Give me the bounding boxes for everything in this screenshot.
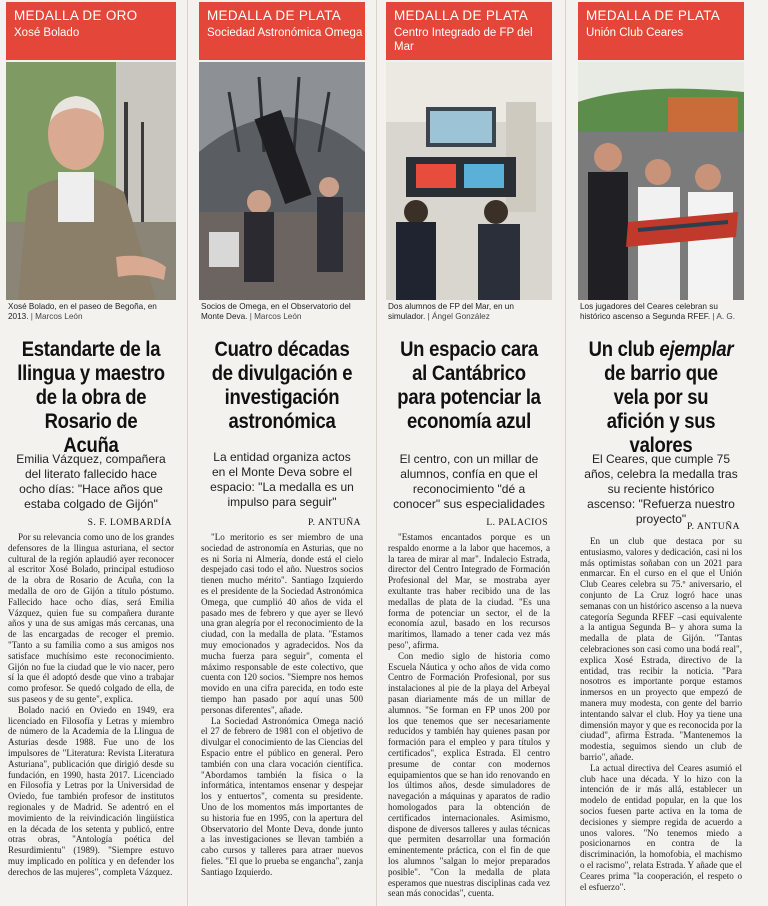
medal-category: MEDALLA DE PLATA [394,8,529,23]
article-body [201,532,363,904]
paragraph: Con medio siglo de historia como Escuela Náutica y ocho años de vida como Centro de Formación Profesional, por sus instalaciones al pie de la playa del Arbeyal pasan diariamente más de un millar de alumnos. "Se forman en FP unos 200 por los que tenemos que ser necesariamente reducidos y también hay quienes pasan por formación para el empleo y para títulos y certificados", explica Estrada. El centro presume de contar con modernos equipamientos que se han ido renovando en los últimos años, desde simuladores de navegación a máquinas y aparatos de radio homologados para la obtención de certificados internacionales. Asimismo, dispone de diversos talleres y aulas técnicas que permiten desarrollar una formación eminentemente práctica, con el fin de que los alumnos "salgan lo mejor preparados posible". "Con la medalla de plata esperamos que nuestras disciplinas cada vez sean más conocidas", cuenta. [388,650,550,899]
byline: L. PALACIOS [486,518,548,528]
column-divider [376,0,377,906]
medal-category: MEDALLA DE ORO [14,8,138,23]
paragraph: "Lo meritorio es ser miembro de una sociedad de astronomía en Asturias, que no es ni Soria ni Almería, donde está el cielo despejado casi todo el año. Nuestros socios tienen mucho mérito". Santiago Izquierdo es el presidente de la Sociedad Astronómica Omega, que cumplió 40 años de vida el pasado mes de febrero y que ayer se llevó una gran alegría por el reconocimiento de la ciudad, con la medalla de plata. "Estamos muy emocionados y agradecidos. Nos da mucha fuerza para seguir", comenta el máximo responsable de este colectivo, que cuenta con 120 socios. "Siempre nos hemos movido en una cifra parecida, en todo este tiempo han pasado por aquí unas 500 personas diferentes", añade. [201,532,363,715]
photo-credit: | A. G. [712,312,736,321]
medal-category: MEDALLA DE PLATA [586,8,721,23]
headline-emphasis: ejemplar [659,338,734,361]
column-divider [565,0,566,906]
headline: Estandarte de la llingua y maestro de la obra de Rosario de Acuña [17,338,165,457]
paragraph: Por su relevancia como uno de los grandes defensores de la llingua asturiana, el sector cultural de la región aplaudió ayer reconocer al escritor Xosé Bolado, principal estudioso de la obra de Rosario de Acuña, con la medalla de oro de Gijón a título póstumo. Fallecido hace ocho días, será Emilia Vázquez, quien fue su compañera durante años y una de sus amigas más cercanas, una de las encargadas de recoger el premio. "Tanto a su familia como a sus amigos nos satisface muchísimo este reconocimiento. Gijón no fue la ciudad que le vio nacer, pero sí la que él adoptó desde que vino a trabajar como profesor. Se quedó colgado de ella, de sus paseos y de su gente", explica. [8,532,174,704]
photo-credit: | Marcos León [30,312,83,321]
medal-banner [578,2,744,60]
paragraph: La actual directiva del Ceares asumió el club hace una década. Y lo hizo con la intención de ir más allá, establecer un modelo de entidad popular, en la que los socios fuesen parte activa en la toma de decisiones y siempre regida de acuerdo a unos valores. "No tenemos miedo a posicionarnos en contra de la discriminación, la homofobia, el machismo o el racismo", relata Estrada. Y añade que el Ceares prima "la cooperación, el respeto o el esfuerzo". [580,762,742,892]
honoree-name: Centro Integrado de FP del Mar [394,27,533,53]
article-sociedad-omega [199,0,365,906]
honoree-name: Xosé Bolado [14,27,80,39]
honoree-name: Sociedad Astronómica Omega [207,27,363,39]
honoree-name: Unión Club Ceares [586,27,684,39]
photo-caption: Socios de Omega, en el Observatorio del Monte Deva. | Marcos León [201,302,351,321]
medal-category: MEDALLA DE PLATA [207,8,342,23]
photo-caption: Dos alumnos de FP del Mar, en un simulador. | Ángel González [388,302,514,321]
subhead: El Ceares, que cumple 75 años, celebra la medalla tras su reciente histórico ascenso: "Refuerza nuestro proyecto" [584,452,738,526]
photo-credit: | Marcos León [249,312,302,321]
article-body [580,536,742,904]
byline: P. ANTUÑA [686,522,740,532]
article-body [8,532,174,904]
photo-jugadores-ceares [578,62,744,300]
headline: Un club ejemplar de barrio que vela por su afición y sus valores [588,338,734,457]
article-union-club-ceares [578,0,744,906]
photo-simulador [386,62,552,300]
medal-banner [6,2,176,60]
medal-banner [199,2,365,60]
photo-caption: Los jugadores del Ceares celebran su histórico ascenso a Segunda RFEF. | A. G. [580,302,736,321]
photo-credit: | Ángel González [427,312,490,321]
byline: S. F. LOMBARDÍA [87,518,172,528]
photo-caption: Xosé Bolado, en el paseo de Begoña, en 2013. | Marcos León [8,302,157,321]
medal-banner [386,2,552,60]
paragraph: Bolado nació en Oviedo en 1949, era licenciado en Filosofía y Letras y miembro de número de la Academia de la Llingua de Asturias desde 1988. Fue uno de los impulsores de "Literatura: Revista Literatura Asturiana", publicación que dirigió desde su fundación, en 1990, hasta 2017. Licenciado en Filosofía y Letras por la Universidad de Oviedo, fue también profesor de institutos regionales y de Madrid. Se adentró en el movimiento de la reivindicación lingüística en la década de los setenta y publicó, entre otras obras, "Antología poética del Resurdimientu" (1989). "Siempre estuvo muy implicado en política y en defender los derechos de las mujeres", completa Vázquez. [8,704,174,877]
subhead: La entidad organiza actos en el Monte Deva sobre el espacio: "La medalla es un impulso para seguir" [210,450,354,509]
subhead: Emilia Vázquez, compañera del literato fallecido hace ocho días: "Hace años que estaba colgado de Gijón" [16,452,166,511]
column-divider [187,0,188,906]
byline: P. ANTUÑA [307,518,361,528]
headline: Cuatro décadas de divulgación e investigación astronómica [211,338,353,433]
paragraph: La Sociedad Astronómica Omega nació el 27 de febrero de 1981 con el objetivo de divulgar el conocimiento de las Ciencias del Espacio entre el público en general. Pero también con una clara vocación científica. "Abordamos también la física o la informática, intentamos ensenar y despejar los y entuertos", comenta su presidente. Uno de los momentos más importantes de su historia fue en 1995, con la apertura del Observatorio del Monte Deva, donde junto a las investigaciones se llevan también a cabo cursos y talleres para atraer nuevos fieles. "El que lo prueba se engancha", zanja Santiago Izquierdo. [201,715,363,877]
photo-xose-bolado [6,62,176,300]
photo-observatorio [199,62,365,300]
subhead: El centro, con un millar de alumnos, confía en que el reconocimiento "dé a conocer" sus especialidades [393,452,545,511]
article-body [388,532,550,904]
headline: Un espacio cara al Cantábrico para potenciar la economía azul [397,338,541,433]
paragraph: "Estamos encantados porque es un respaldo enorme a la labor que hacemos, a la tarea de mirar al mar". Indalecio Estrada, director del Centro Integrado de Formación Profesional del Mar, se mostraba ayer exultante tras haber recibido una de las medallas de plata de la ciudad. "Es una forma de potenciar un sector, el de la economía azul, basado en los recursos marítimos, llamado a tener cada vez más peso", afirma. [388,532,550,650]
article-xose-bolado [6,0,176,906]
article-fp-del-mar [386,0,552,906]
paragraph: En un club que destaca por su entusiasmo, valores y dedicación, casi ni los más optimistas soñaban con un 2021 para enmarcar. En el curso en el que el Unión Club Ceares celebra su 75.º aniversario, el conjunto de La Cruz logró hace unas semanas con un histórico ascenso a la nueva categoría Segunda RFEF –casi equivalente a la antigua Segunda B– y ahora suma la medalla de plata de Gijón. "Tantas celebraciones son casi como una bodá real", explica Xosé Estrada, directivo de la entidad, tras recibir la noticia. "Para nosotros es importante porque estamos inmersos en un proyecto que empezó de manera muy modesta, con gente del barrio intentando salvar el club. Hoy ya tiene una dimensión mayor y que es reconocida por la ciudad", afirma Estrada. "Mantenemos la modestia, seguimos siendo un club de barrio", añade. [580,536,742,762]
